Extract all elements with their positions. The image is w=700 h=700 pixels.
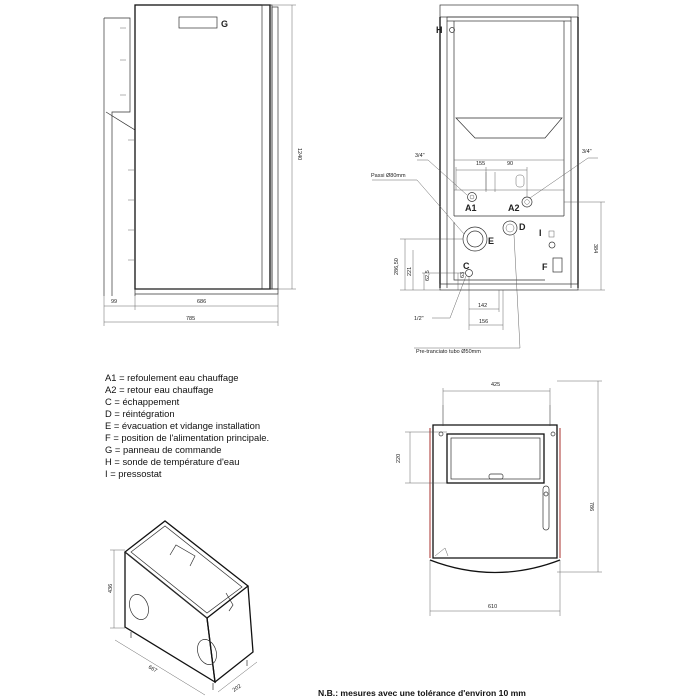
label-d: D — [519, 222, 526, 232]
tube-note: Pre-tranciato tubo Ø50mm — [416, 349, 481, 355]
dim-221: 221 — [407, 266, 413, 276]
thread-bottom: 1/2" — [414, 316, 424, 322]
dim-610: 610 — [488, 604, 498, 610]
dim-286: 286,50 — [394, 258, 400, 275]
front-view-brackets — [486, 172, 495, 192]
top-view-body — [433, 425, 557, 558]
label-h: H — [436, 25, 443, 35]
label-c: C — [463, 261, 470, 271]
dim-786-line — [557, 381, 602, 572]
connection-d-inner — [506, 224, 514, 232]
leader-thread-bottom — [432, 276, 466, 318]
dim-220: 220 — [396, 453, 402, 463]
connection-a1 — [468, 193, 477, 202]
front-view-lower-frame — [454, 222, 545, 280]
connection-a2 — [522, 197, 532, 207]
top-view — [396, 381, 602, 616]
dim-90: 90 — [507, 161, 514, 167]
top-dim-lines — [456, 167, 527, 197]
top-view-red-sides — [430, 428, 560, 558]
connection-d — [503, 221, 517, 235]
legend-item: F = position de l'alimentation principale. — [105, 432, 270, 443]
iso-dim-depth: 202 — [231, 683, 243, 694]
iso-dim-height: 436 — [108, 583, 114, 593]
height-dim-line — [272, 5, 296, 289]
iso-handle — [170, 545, 195, 566]
front-view-top-strip — [447, 17, 571, 21]
legend-item: H = sonde de température d'eau — [105, 456, 240, 467]
corner-bolt — [551, 432, 555, 436]
label-g: G — [221, 19, 229, 29]
connection-e — [463, 227, 487, 251]
connection-a2-inner — [525, 200, 530, 205]
side-view-slope — [106, 112, 135, 296]
side-view — [104, 5, 302, 326]
side-view-vents — [120, 28, 126, 95]
legend-item: A2 = retour eau chauffage — [105, 384, 214, 395]
dim-142: 142 — [478, 303, 488, 309]
label-a1: A1 — [465, 203, 477, 213]
pressostat-i — [549, 242, 555, 248]
top-view-curved-front — [430, 560, 560, 573]
front-view-base — [440, 284, 578, 290]
side-view-bracket — [104, 18, 130, 296]
connection-a1-inner — [470, 195, 474, 199]
top-view-foot — [435, 548, 448, 556]
hopper-lid-inner — [451, 438, 540, 479]
legend-item: I = pressostat — [105, 468, 162, 479]
side-knob — [544, 492, 548, 496]
iso-front-oval — [126, 592, 152, 623]
legend-item: G = panneau de commande — [105, 444, 222, 455]
dim-155: 155 — [476, 161, 486, 167]
front-view-outer-walls — [440, 17, 578, 288]
side-view-base — [135, 289, 278, 294]
dim-686: 686 — [197, 299, 207, 305]
legend-item: A1 = refoulement eau chauffage — [105, 372, 239, 383]
dim-286-line — [400, 239, 463, 290]
label-i: I — [539, 228, 542, 238]
side-slot — [543, 486, 549, 530]
front-view-top-cap — [440, 5, 578, 17]
dim-425: 425 — [491, 382, 501, 388]
connection-e-inner — [467, 231, 483, 247]
lid-handle — [489, 474, 503, 479]
iso-dim-length: 667 — [147, 664, 158, 675]
control-panel-slot — [179, 17, 217, 28]
leader-passage — [372, 180, 464, 234]
iso-front-face — [125, 552, 215, 682]
passage-text: Passi Ø80mm — [371, 173, 406, 179]
dim-63: 63 — [460, 271, 466, 278]
label-f: F — [542, 262, 548, 272]
dim-99: 99 — [111, 299, 118, 305]
side-view-door-edge — [272, 7, 278, 289]
front-view — [371, 5, 605, 355]
thread-right: 3/4" — [582, 149, 592, 155]
dim-62: 62,5 — [425, 270, 431, 281]
iso-view — [108, 521, 257, 695]
dim-425-line — [443, 388, 550, 426]
height-dim-text: 1240 — [296, 148, 302, 161]
iso-front-edge — [125, 552, 207, 618]
iso-front-oval — [194, 637, 220, 668]
top-view-hopper-walls — [443, 405, 550, 425]
label-e: E — [488, 236, 495, 246]
power-socket-f — [553, 258, 562, 272]
dim-785: 785 — [186, 316, 196, 322]
dim-786: 786 — [588, 502, 594, 512]
legend-item: E = évacuation et vidange installation — [105, 420, 261, 431]
dim-156: 156 — [479, 319, 489, 325]
dim-384: 384 — [592, 244, 598, 254]
corner-bolt — [439, 432, 443, 436]
pressostat-bracket — [549, 231, 554, 237]
tolerance-note: N.B.: mesures avec une tolérance d'environ 10 mm — [318, 688, 526, 698]
hopper-lid — [447, 434, 544, 483]
iso-top-face — [125, 521, 248, 618]
hopper — [456, 118, 562, 138]
dim-220-line — [405, 432, 447, 483]
label-a2: A2 — [508, 203, 520, 213]
legend — [105, 372, 269, 479]
legend-item: D = réintégration — [105, 408, 175, 419]
legend-item: C = échappement — [105, 396, 180, 407]
leader-tube — [414, 235, 520, 348]
front-view-slot — [516, 175, 524, 187]
side-view-body — [135, 5, 270, 289]
thread-left: 3/4" — [415, 153, 425, 159]
side-view-ribs — [128, 140, 134, 260]
leader-thread-left — [417, 160, 467, 195]
front-view-frame — [454, 21, 564, 216]
